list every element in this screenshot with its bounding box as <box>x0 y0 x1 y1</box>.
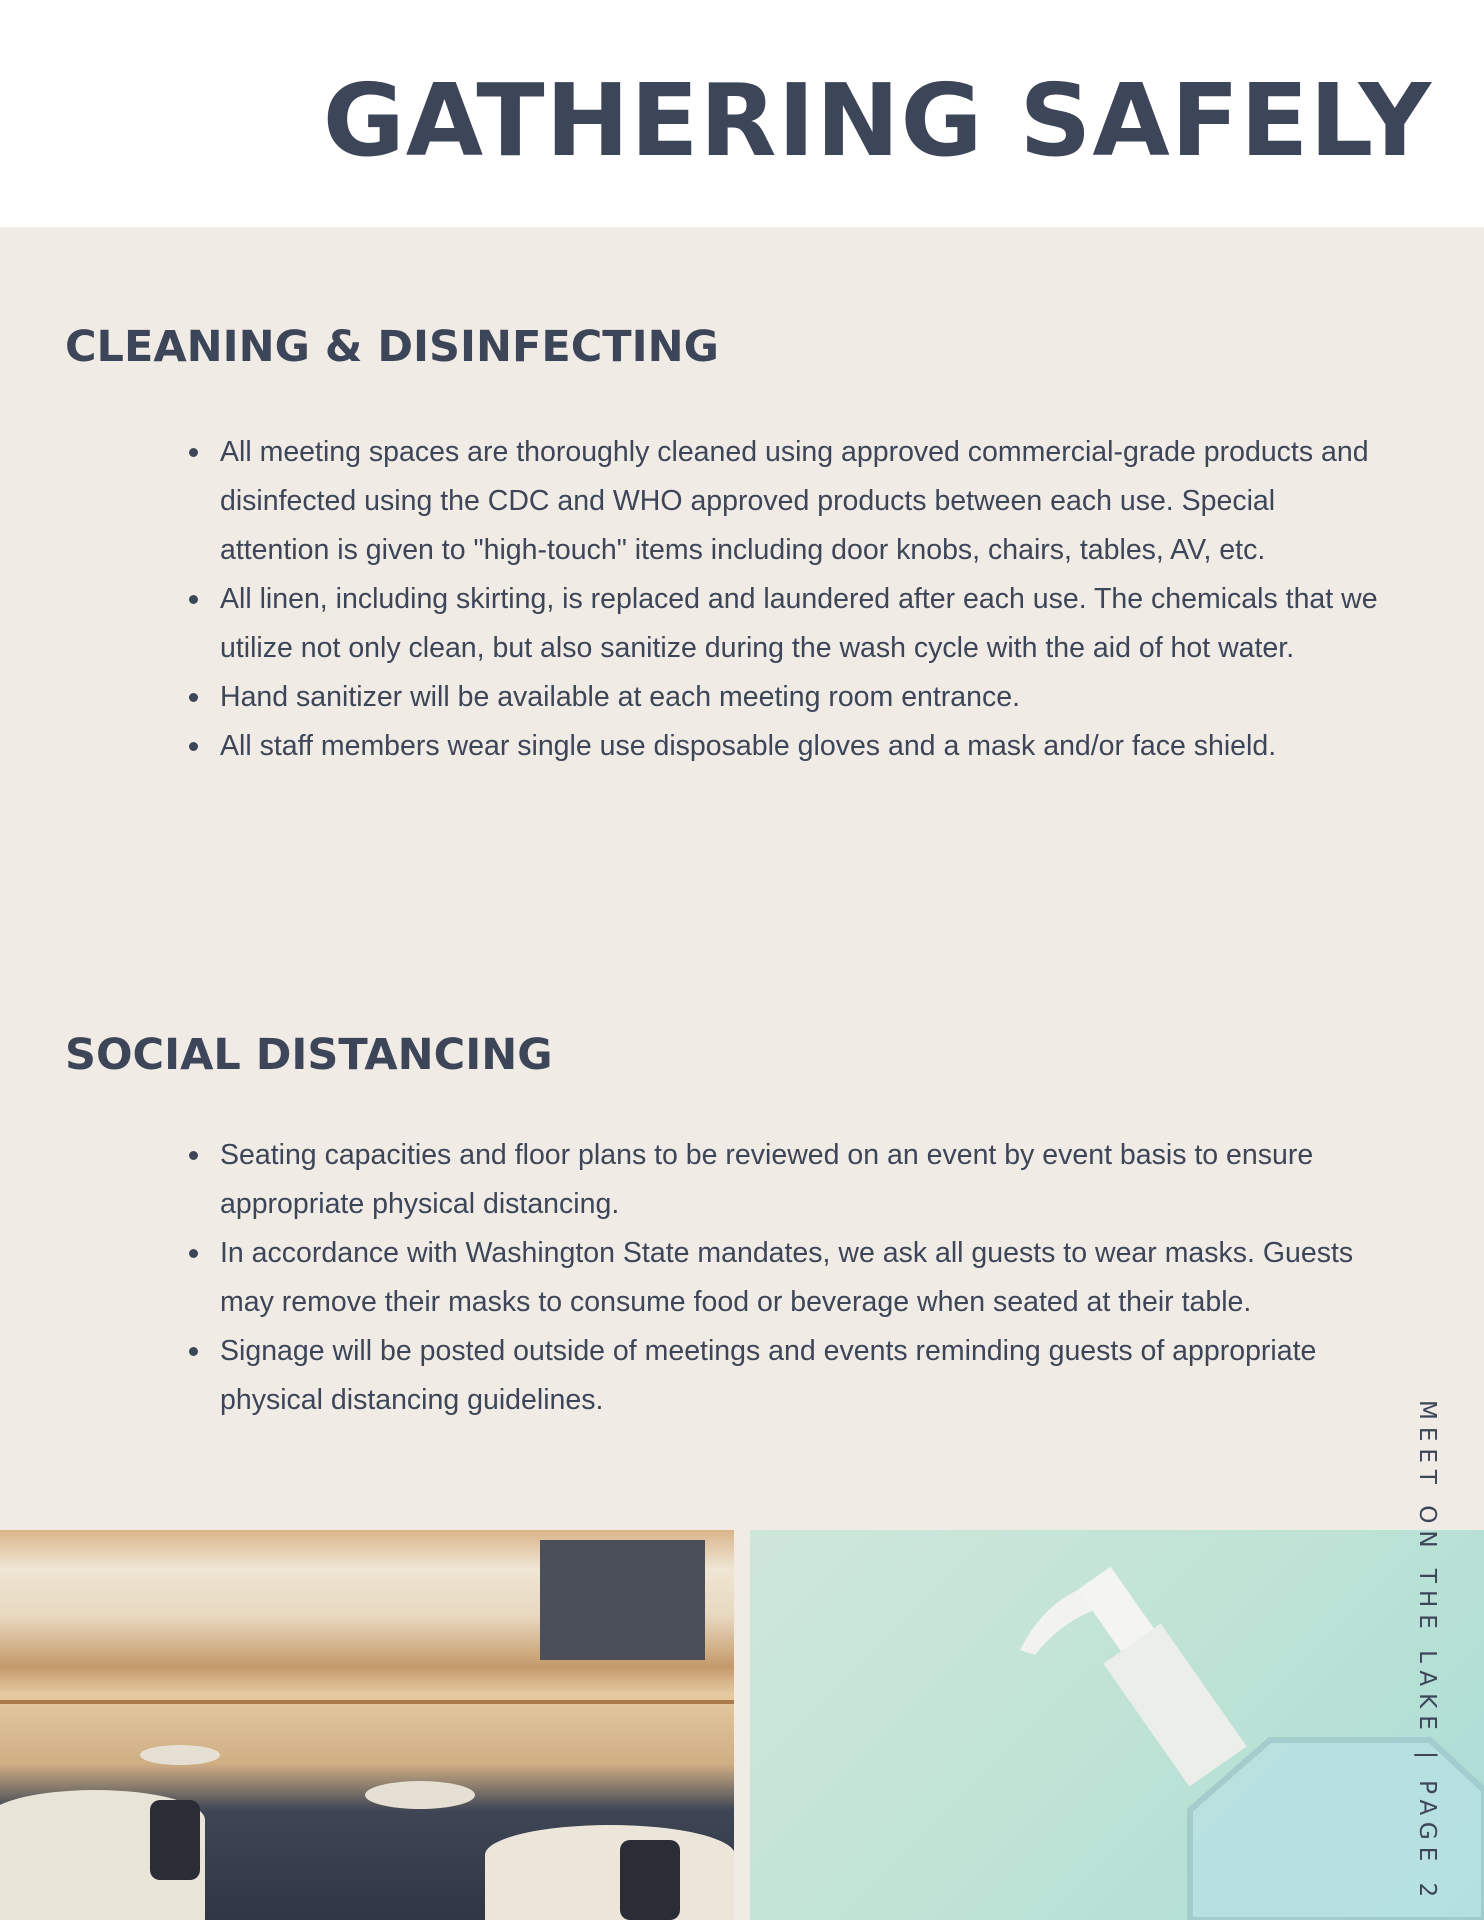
list-item <box>220 722 1380 771</box>
bullet-icon <box>189 742 198 751</box>
section-heading-social-distancing: SOCIAL DISTANCING <box>65 1030 553 1080</box>
hand-sanitizer-photo <box>750 1530 1484 1920</box>
bullet-icon <box>189 1249 198 1258</box>
list-item <box>220 1327 1380 1425</box>
page-footer-label: MEET ON THE LAKE | PAGE 2 <box>1414 1400 1440 1905</box>
list-item <box>220 428 1380 575</box>
list-item-text: All staff members wear single use disposable gloves and a mask and/or face shield. <box>220 730 1277 762</box>
meeting-room-illustration <box>0 1530 734 1920</box>
section-heading-cleaning: CLEANING & DISINFECTING <box>65 322 719 372</box>
list-item-text: In accordance with Washington State mandates, we ask all guests to wear masks. Guests may remove their masks to consume food or beverage when seated at their table. <box>220 1237 1354 1318</box>
bullet-icon <box>189 595 198 604</box>
bullet-icon <box>189 693 198 702</box>
list-item-text: Signage will be posted outside of meetings and events reminding guests of appropriate physical distancing guidelines. <box>220 1335 1317 1416</box>
list-item <box>220 1131 1380 1229</box>
header <box>0 0 1484 227</box>
list-item-text: Seating capacities and floor plans to be reviewed on an event by event basis to ensure appropriate physical distancing. <box>220 1139 1314 1220</box>
meeting-room-photo <box>0 1530 734 1920</box>
bullet-icon <box>189 448 198 457</box>
list-item-text: All linen, including skirting, is replaced and laundered after each use. The chemicals that we utilize not only clean, but also sanitize during the wash cycle with the aid of hot water. <box>220 583 1378 664</box>
bullet-icon <box>189 1151 198 1160</box>
list-item-text: Hand sanitizer will be available at each meeting room entrance. <box>220 681 1021 713</box>
list-item <box>220 1229 1380 1327</box>
page-title: GATHERING SAFELY <box>322 62 1432 179</box>
list-item <box>220 673 1380 722</box>
sanitizer-bottle-illustration <box>750 1530 1484 1920</box>
distancing-list <box>190 1131 1380 1425</box>
bullet-icon <box>189 1347 198 1356</box>
list-item-text: All meeting spaces are thoroughly cleaned using approved commercial-grade products and disinfected using the CDC and WHO approved products between each use. Special attention is given to "high-touch" items including door knobs, chairs, tables, AV, etc. <box>220 436 1369 566</box>
list-item <box>220 575 1380 673</box>
cleaning-list <box>190 428 1380 771</box>
